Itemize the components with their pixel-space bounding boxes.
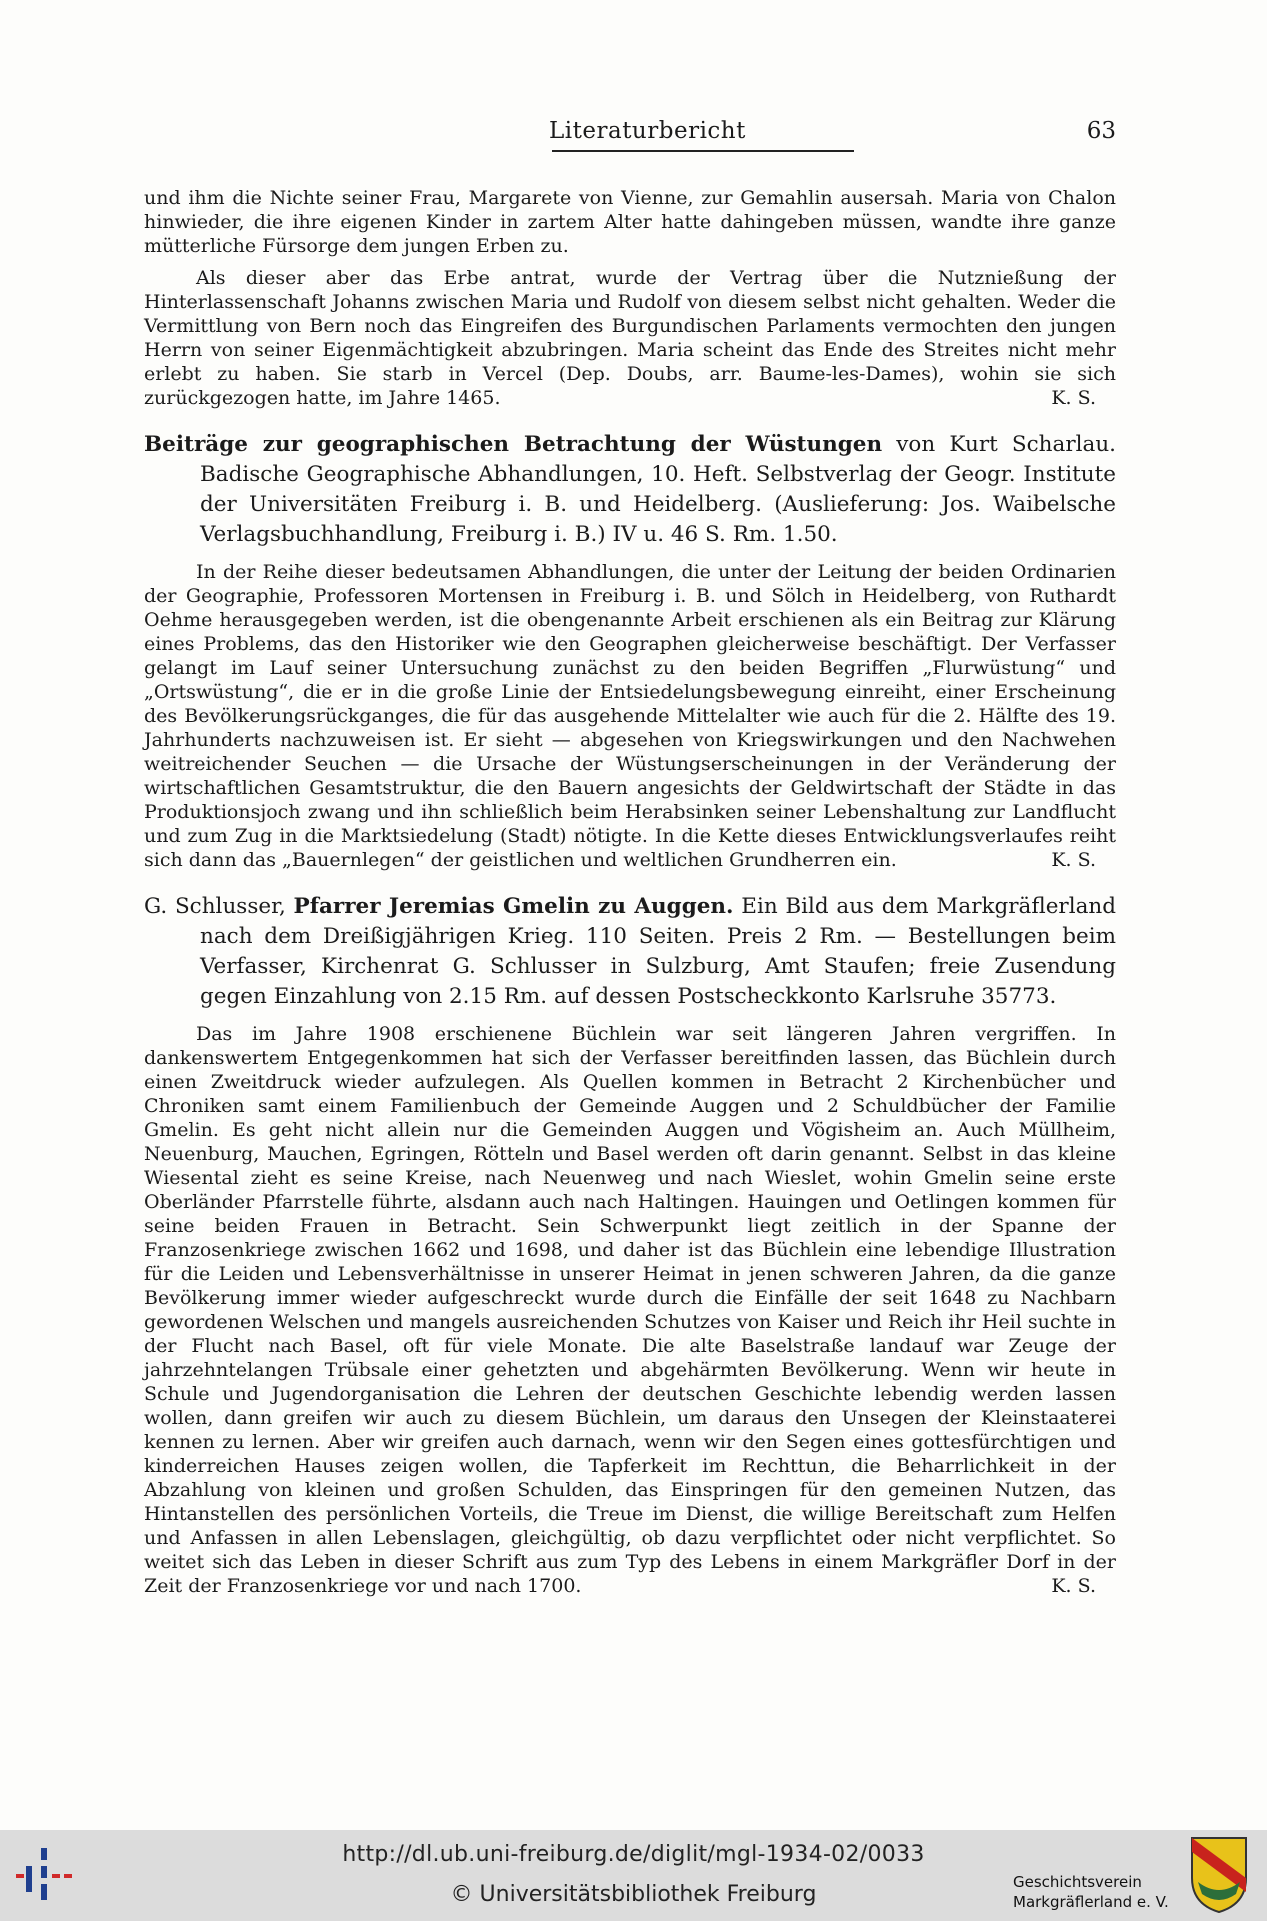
running-title: Literaturbericht xyxy=(549,118,746,144)
review-1-body xyxy=(144,560,1116,872)
prev-review-text: Als dieser aber das Erbe antrat, wurde der Vertrag über die Nutznießung der Hinterlassenschaft Johanns zwischen Maria und Rudolf von diesem selbst nicht gehalten. Weder die Vermittlung von Bern noch das Eingreifen des Burgundischen Parlaments vermochten den jungen Herrn von seiner Eigenmächtigkeit abzubringen. Maria scheint das Ende des Streites nicht mehr erlebt zu haben. Sie starb in Vercel (Dep. Doubs, arr. Baume-les-Dames), wohin sie sich zurückgezogen hatte, im Jahre 1465. xyxy=(144,267,1116,409)
review-2-author: G. Schlusser, xyxy=(144,894,294,919)
review-2-body xyxy=(144,1022,1116,1598)
review-1-text: In der Reihe dieser bedeutsamen Abhandlungen, die unter der Leitung der beiden Ordinarien der Geographie, Professoren Mortensen in Freiburg i. B. und Sölch in Heidelberg, von Ruthardt Oehme herausgegeben werden, ist die obengenannte Arbeit erschienen als ein Beitrag zur Klärung eines Problems, das den Historiker wie den Geographen gleicherweise beschäftigt. Der Verfasser gelangt im Lauf seiner Untersuchung zunächst zu den beiden Begriffen „Flurwüstung“ und „Ortswüstung“, die er in die große Linie der Entsiedelungsbewegung einreiht, einer Erscheinung des Bevölkerungsrückganges, die für das ausgehende Mittelalter wie auch für die 2. Hälfte des 19. Jahrhunderts nachzuweisen ist. Er sieht — abgesehen von Kriegswirkungen und den Nachwehen weitreichender Seuchen — die Ursache der Wüstungserscheinungen in der Veränderung der wirtschaftlichen Gesamtstruktur, die den Bauern angesichts der Geldwirtschaft der Städte in das Produktionsjoch zwang und ihn schließlich beim Herabsinken seiner Lebenshaltung zur Landflucht und zum Zug in die Marktsiedelung (Stadt) nötigte. In die Kette dieses Entwicklungsverlaufes reiht sich dann das „Bauernlegen“ der geistlichen und weltlichen Grundherren ein. xyxy=(144,561,1116,871)
page-content xyxy=(144,186,1116,1598)
review-1-title: Beiträge zur geographischen Betrachtung der Wüstungen xyxy=(144,432,883,457)
page-header xyxy=(144,118,1116,152)
review-1-heading xyxy=(144,430,1116,550)
society-name xyxy=(1013,1872,1193,1912)
prev-review-paragraph-1: und ihm die Nichte seiner Frau, Margarete von Vienne, zur Gemahlin ausersah. Maria von Chalon hinwieder, die ihre eigenen Kinder in zartem Alter hatte dahingeben müssen, wandte ihre ganze mütterliche Fürsorge dem jungen Erben zu. xyxy=(144,187,1116,257)
society-line-2: Markgräflerland e. V. xyxy=(1013,1893,1169,1911)
page-number: 63 xyxy=(1086,118,1116,144)
footer-url[interactable]: http://dl.ub.uni-freiburg.de/diglit/mgl-1934-02/0033 xyxy=(342,1842,925,1867)
society-line-1: Geschichtsverein xyxy=(1013,1873,1142,1891)
review-2-text: Das im Jahre 1908 erschienene Büchlein war seit längeren Jahren vergriffen. In dankenswertem Entgegenkommen hat sich der Verfasser bereitfinden lassen, das Büchlein durch einen Zweitdruck wieder aufzulegen. Als Quellen kommen in Betracht 2 Kirchenbücher und Chroniken samt einem Familienbuch der Gemeinde Auggen und 2 Schuldbücher der Familie Gmelin. Es geht nicht allein nur die Gemeinden Auggen und Vögisheim an. Auch Müllheim, Neuenburg, Mauchen, Egringen, Rötteln und Basel werden oft darin genannt. Selbst in das kleine Wiesental zieht es seine Kreise, nach Neuenweg und nach Wieslet, wohin Gmelin seine erste Oberländer Pfarrstelle führte, alsdann auch nach Haltingen. Hauingen und Oetlingen kommen für seine beiden Frauen in Betracht. Sein Schwerpunkt liegt zeitlich in der Spanne der Franzosenkriege zwischen 1662 und 1698, und daher ist das Büchlein eine lebendige Illustration für die Leiden und Lebensverhältnisse in unserer Heimat in jenen schweren Jahren, da die ganze Bevölkerung immer wieder aufgeschreckt wurde durch die Einfälle der seit 1648 zu Nachbarn gewordenen Welschen und mangels ausreichenden Schutzes von Kaiser und Reich ihr Heil suchte in der Flucht nach Basel, oft für viele Monate. Die alte Baselstraße landauf war Zeuge der jahrzehntelangen Trübsale einer gehetzten und abgehärmten Bevölkerung. Wenn wir heute in Schule und Jugendorganisation die Lehren der deutschen Geschichte lebendig werden lassen wollen, dann greifen wir auch zu diesem Büchlein, um daraus den Unsegen der Kleinstaaterei kennen zu lernen. Aber wir greifen auch darnach, wenn wir den Segen eines gottesfürchtigen und kinderreichen Hauses zeigen wollen, die Tapferkeit im Rechttun, die Beharrlichkeit in der Abzahlung von kleinen und großen Schulden, das Einspringen für den gemeinen Nutzen, das Hintanstellen des persönlichen Vorteils, die Treue im Dienst, die willige Bereitschaft zum Helfen und Anfassen in allen Lebenslagen, gleichgültig, ob dazu verpflichtet oder nicht verpflichtet. So weitet sich das Leben in dieser Schrift aus zum Typ des Lebens in einem Markgräfler Dorf in der Zeit der Franzosenkriege vor und nach 1700. xyxy=(144,1023,1116,1597)
review-2-heading xyxy=(144,892,1116,1012)
header-rule xyxy=(552,150,854,152)
signature: K. S. xyxy=(1051,849,1096,871)
review-2-biblio: Ein Bild aus dem Markgräflerland nach dem Dreißigjährigen Krieg. 110 Seiten. Preis 2 Rm. — Bestellungen beim Verfasser, Kirchenrat G. Schlusser in Sulzburg, Amt Staufen; freie Zusendung gegen Einzahlung von 2.15 Rm. auf dessen Postscheckkonto Karlsruhe 35773. xyxy=(200,894,1117,1009)
review-1-biblio: von Kurt Scharlau. Badische Geographische Abhandlungen, 10. Heft. Selbstverlag der Geogr. Institute der Universitäten Freiburg i. B. und Heidelberg. (Auslieferung: Jos. Waibelsche Verlagsbuchhandlung, Freiburg i. B.) IV u. 46 S. Rm. 1.50. xyxy=(200,432,1117,547)
signature: K. S. xyxy=(1051,387,1096,409)
review-2-title: Pfarrer Jeremias Gmelin zu Auggen. xyxy=(293,894,734,919)
footer-copyright: © Universitätsbibliothek Freiburg xyxy=(450,1882,817,1907)
footer-bar xyxy=(0,1830,1267,1921)
signature: K. S. xyxy=(1051,1575,1096,1597)
coat-of-arms-icon xyxy=(1188,1834,1250,1916)
prev-review-paragraph-2 xyxy=(144,266,1116,410)
